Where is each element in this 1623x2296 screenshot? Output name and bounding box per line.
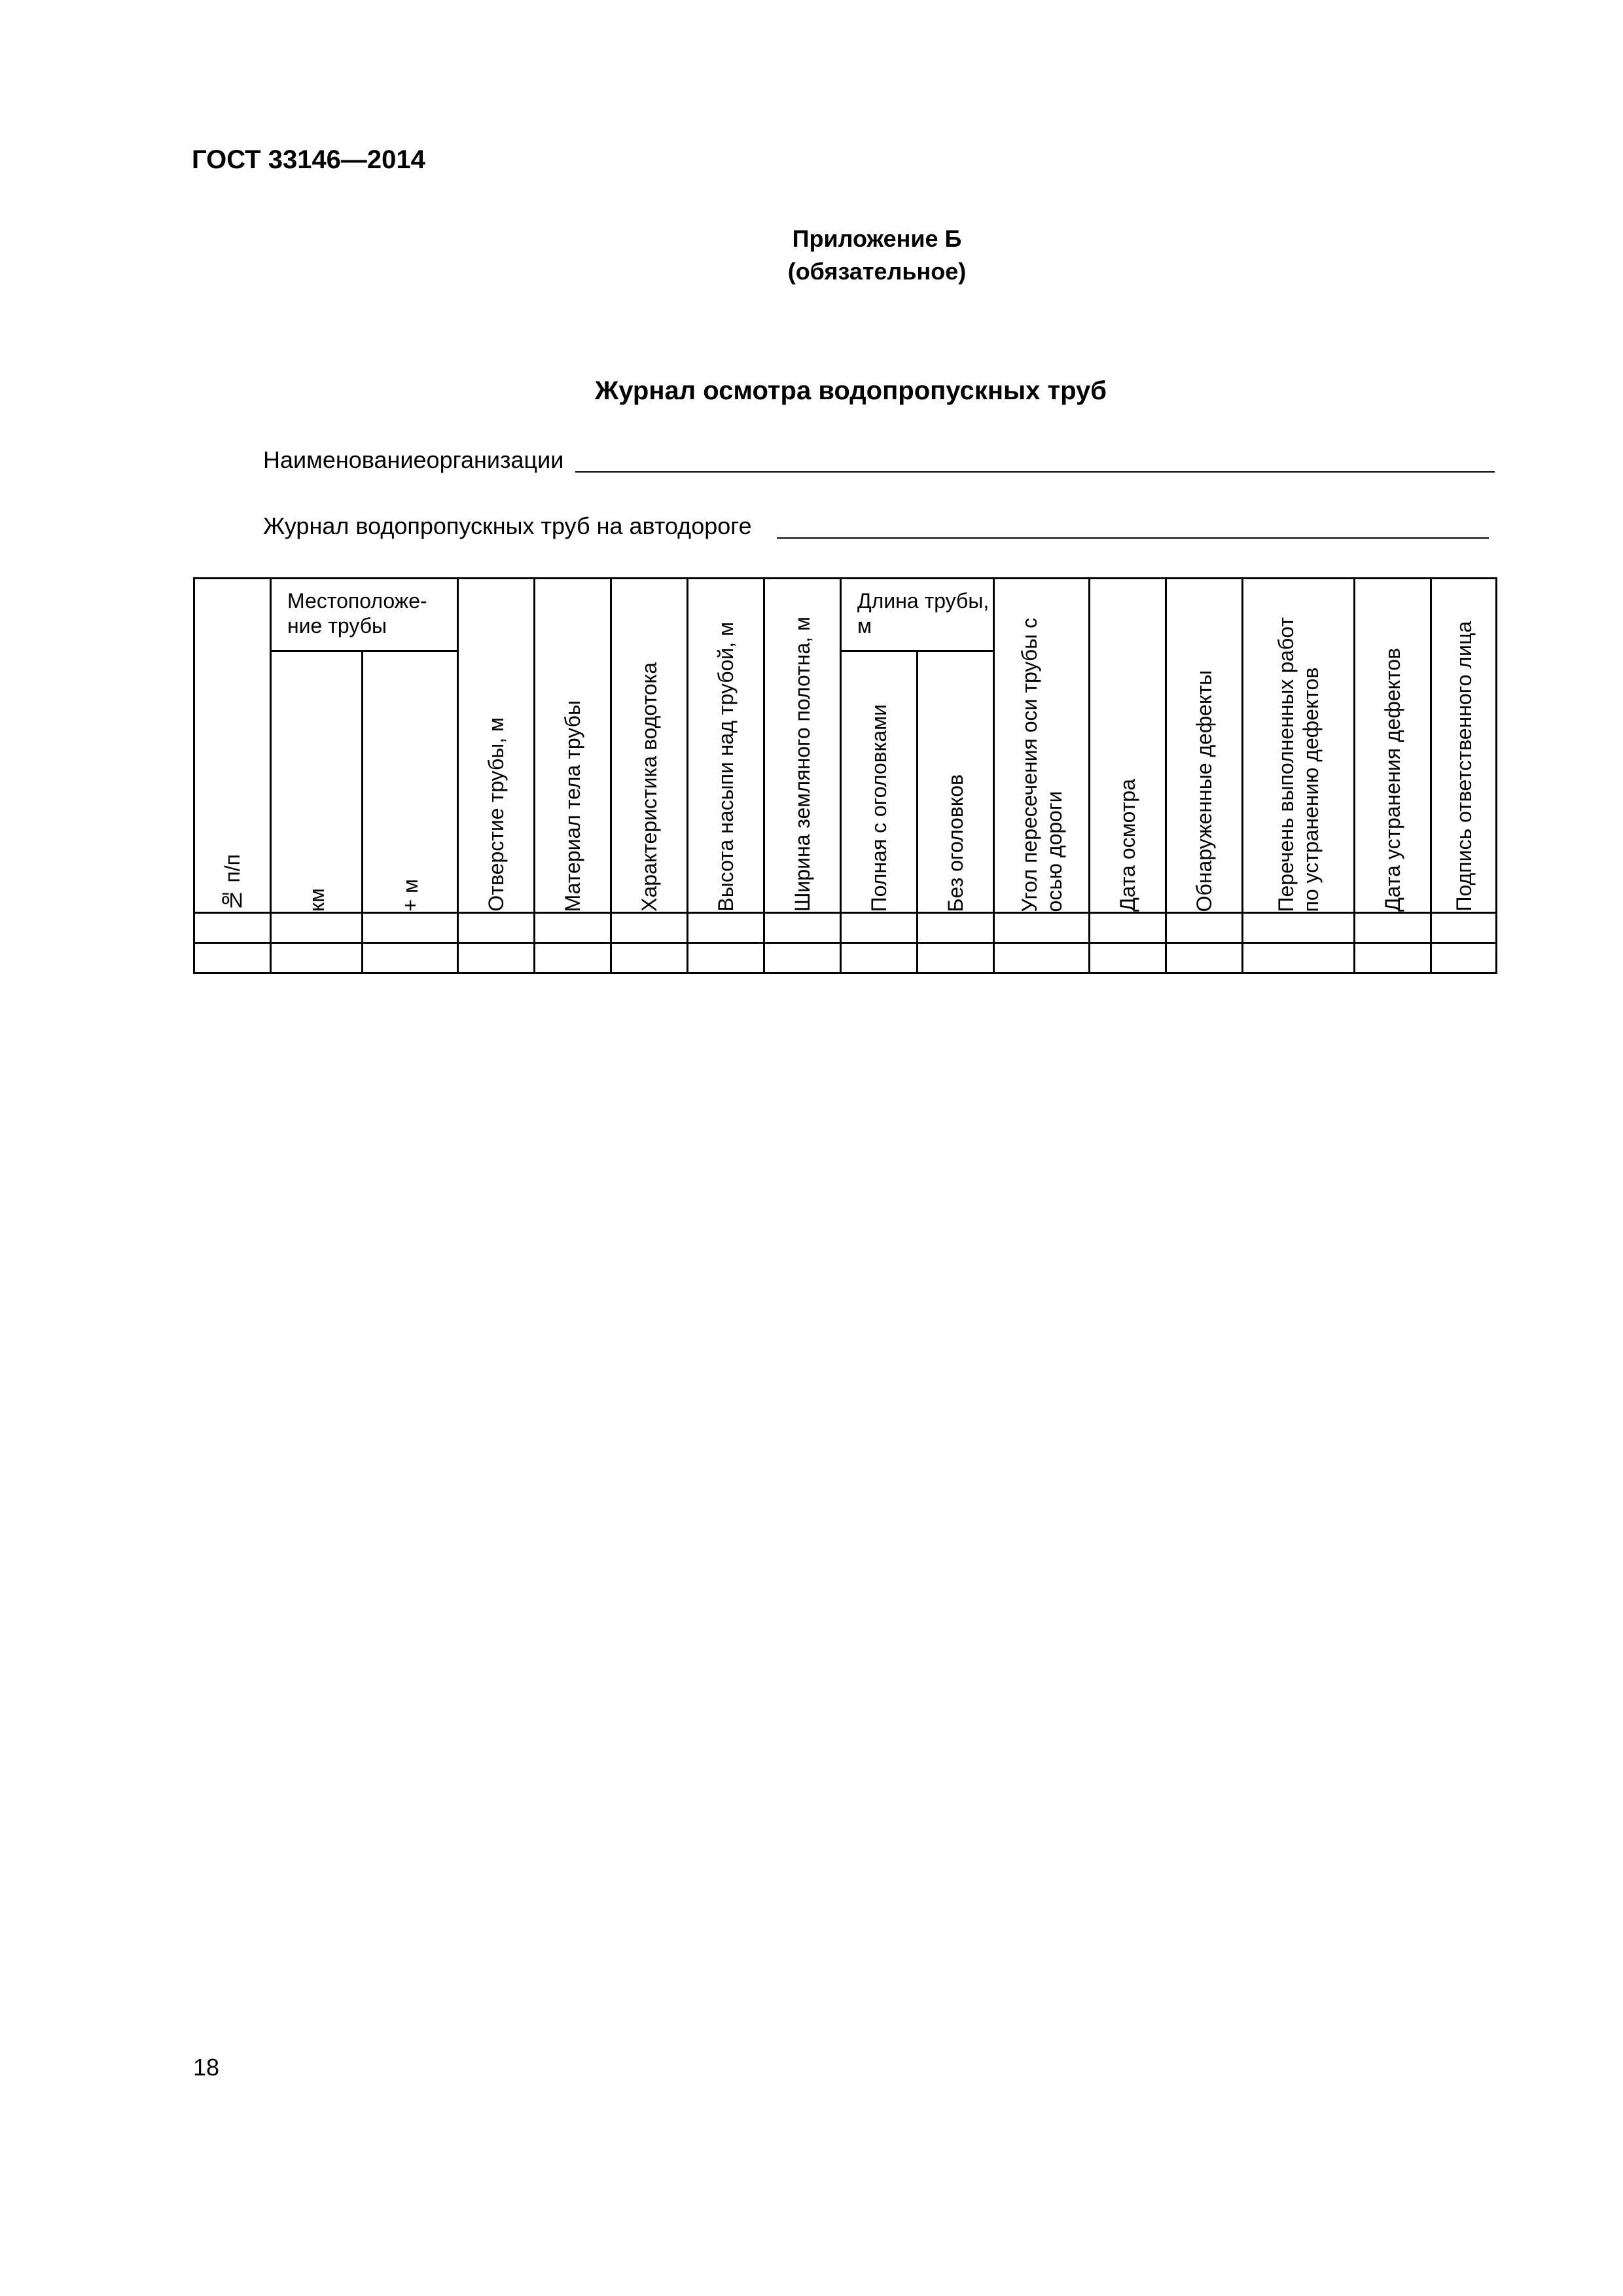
table-cell[interactable] (271, 943, 363, 973)
table-cell[interactable] (918, 913, 994, 943)
table-cell[interactable] (1166, 943, 1243, 973)
table-cell[interactable] (271, 913, 363, 943)
appendix-heading (681, 223, 1073, 288)
table-cell[interactable] (1243, 913, 1355, 943)
col-signature-header: Подпись ответственного лица (1431, 579, 1497, 913)
table-cell[interactable] (764, 943, 841, 973)
table-cell[interactable] (994, 943, 1090, 973)
table-cell[interactable] (535, 913, 611, 943)
table-cell[interactable] (535, 943, 611, 973)
col-number-header: № п/п (194, 579, 271, 913)
table-cell[interactable] (1243, 943, 1355, 973)
col-material-header: Материал тела трубы (535, 579, 611, 913)
road-label: Журнал водопропускных труб на автодороге (263, 512, 752, 539)
organization-input-line[interactable] (575, 471, 1495, 473)
road-input-line[interactable] (777, 537, 1489, 539)
col-works-header: Перечень выполненных работ по устранению дефектов (1243, 579, 1355, 913)
table-cell[interactable] (688, 913, 764, 943)
appendix-status: (обязательное) (787, 258, 967, 285)
table-cell[interactable] (1090, 943, 1166, 973)
table-cell[interactable] (1166, 913, 1243, 943)
table-cell[interactable] (363, 913, 458, 943)
col-km-header: км (271, 651, 363, 913)
organization-label: Наименованиеорганизации (263, 446, 564, 473)
document-code: ГОСТ 33146—2014 (192, 145, 425, 174)
length-group-header: Длина трубы, м (841, 579, 994, 651)
appendix-title: Приложение Б (792, 225, 962, 252)
table-cell[interactable] (611, 913, 688, 943)
organization-line (263, 446, 563, 474)
table-cell[interactable] (994, 913, 1090, 943)
table-cell[interactable] (764, 913, 841, 943)
table-cell[interactable] (458, 913, 535, 943)
col-fix-date-header: Дата устранения дефектов (1355, 579, 1431, 913)
table-cell[interactable] (1355, 943, 1431, 973)
table-cell[interactable] (194, 943, 271, 973)
table-row (194, 943, 1497, 973)
table-cell[interactable] (918, 943, 994, 973)
table-cell[interactable] (1431, 943, 1497, 973)
table-cell[interactable] (363, 943, 458, 973)
table-row (194, 913, 1497, 943)
table-cell[interactable] (194, 913, 271, 943)
col-defects-header: Обнаруженные дефекты (1166, 579, 1243, 913)
col-roadbed-width-header: Ширина земляного полотна, м (764, 579, 841, 913)
col-without-heads-header: Без оголовков (918, 651, 994, 913)
journal-title: Журнал осмотра водопропускных труб (595, 376, 1107, 405)
table-cell[interactable] (458, 943, 535, 973)
table-cell[interactable] (611, 943, 688, 973)
col-opening-header: Отверстие трубы, м (458, 579, 535, 913)
col-full-length-header: Полная с оголовками (841, 651, 918, 913)
road-line (263, 512, 752, 540)
table-cell[interactable] (1090, 913, 1166, 943)
col-angle-header: Угол пересечения оси трубы с осью дороги (994, 579, 1090, 913)
location-group-header: Местоположе-ние трубы (271, 579, 458, 651)
page-number: 18 (193, 2054, 220, 2081)
col-plus-m-header: + м (363, 651, 458, 913)
table-cell[interactable] (841, 913, 918, 943)
table-cell[interactable] (1355, 913, 1431, 943)
col-date-header: Дата осмотра (1090, 579, 1166, 913)
col-watercourse-header: Характеристика водотока (611, 579, 688, 913)
table-cell[interactable] (841, 943, 918, 973)
inspection-journal-table (193, 577, 1497, 974)
table-cell[interactable] (1431, 913, 1497, 943)
table-cell[interactable] (688, 943, 764, 973)
col-fill-height-header: Высота насыпи над трубой, м (688, 579, 764, 913)
